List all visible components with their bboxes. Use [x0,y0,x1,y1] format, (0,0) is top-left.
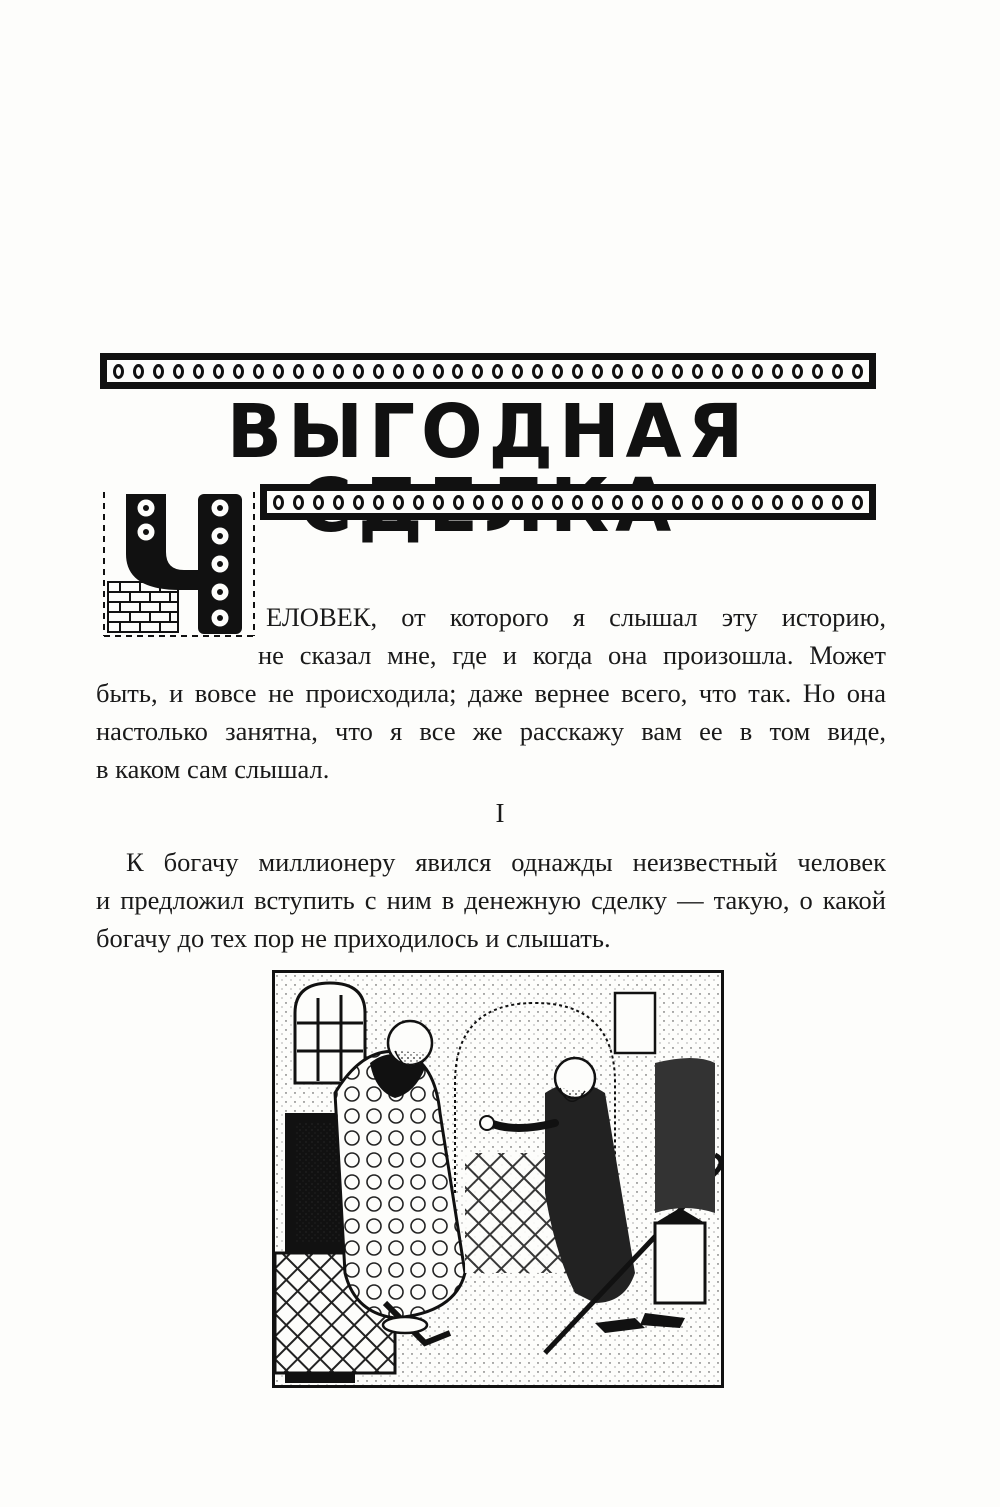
band-dot [692,364,703,379]
body-line-2: и предложил вступить с ним в денежную сделку — такую, о какой [96,885,886,915]
band-dot [253,364,264,379]
band-dot [472,364,483,379]
band-dot [512,495,523,510]
header-ornament-top [100,353,876,389]
band-dot [792,364,803,379]
intro-paragraph [96,636,886,788]
band-dot [572,364,583,379]
dotted-border [100,353,876,389]
band-dot [413,364,424,379]
band-dot [133,364,144,379]
band-dot [632,364,643,379]
band-dot [293,495,304,510]
band-dot [672,495,683,510]
band-dot [473,495,484,510]
band-dot [612,495,623,510]
band-dot [333,364,344,379]
band-dot [173,364,184,379]
band-dot [492,495,503,510]
band-dot [812,364,823,379]
intro-line-4: настолько занятна, что я все же расскажу вам ее в том виде, [96,716,886,746]
section-number: I [495,798,505,828]
band-dot [552,364,563,379]
band-dot [233,364,244,379]
chapter-title: ВЫГОДНАЯ [226,389,750,475]
band-dot [592,495,603,510]
band-dot [393,364,404,379]
band-dot [333,495,344,510]
band-dot [313,495,324,510]
band-dot [433,364,444,379]
intro-line-2: не сказал мне, где и когда она произошла. Может [258,640,886,670]
illustration [272,970,724,1388]
band-dot [373,364,384,379]
band-dot [293,364,304,379]
band-dot [792,495,803,510]
band-dot [452,364,463,379]
band-dot [732,364,743,379]
band-dot [712,495,723,510]
band-dot [772,495,783,510]
band-dot [532,495,543,510]
band-dot [732,495,743,510]
band-dot [273,364,284,379]
band-dot [632,495,643,510]
band-dot [712,364,723,379]
drop-cap-icon [100,490,258,638]
band-dot [852,364,863,379]
band-dot [752,495,763,510]
band-dot [832,364,843,379]
band-dot [572,495,583,510]
band-dot [453,495,464,510]
band-dot [393,495,404,510]
intro-line-5: в каком сам слышал. [96,754,330,784]
band-dot [373,495,384,510]
band-dot [193,364,204,379]
intro-line-3: быть, и вовсе не происходила; даже вернее всего, что так. Но она [96,678,886,708]
band-dot [433,495,444,510]
dotted-border [260,484,876,520]
engraving-rich-man-and-old-man-icon [275,973,721,1385]
drop-cap-ornament [100,490,258,638]
body-paragraph [96,843,886,957]
band-dot [652,364,663,379]
band-dot [313,364,324,379]
band-dot [413,495,424,510]
band-dot [812,495,823,510]
band-dot [832,495,843,510]
band-dot [852,495,863,510]
band-dot [353,364,364,379]
intro-line-1: ЕЛОВЕК, от которого я слышал эту историю, [266,602,886,632]
body-line-1: К богачу миллионеру явился однажды неизвестный человек [126,847,886,877]
band-dot [353,495,364,510]
band-dot [772,364,783,379]
band-dot [492,364,503,379]
band-dot [592,364,603,379]
band-dot [752,364,763,379]
header-ornament-bottom [260,484,876,520]
band-dot [652,495,663,510]
band-dot [113,364,124,379]
band-dot [153,364,164,379]
band-dot [692,495,703,510]
band-dot [213,364,224,379]
body-line-3: богачу до тех пор не приходилось и слышать. [96,923,611,953]
band-dot [273,495,284,510]
band-dot [612,364,623,379]
band-dot [512,364,523,379]
band-dot [672,364,683,379]
band-dot [532,364,543,379]
band-dot [552,495,563,510]
